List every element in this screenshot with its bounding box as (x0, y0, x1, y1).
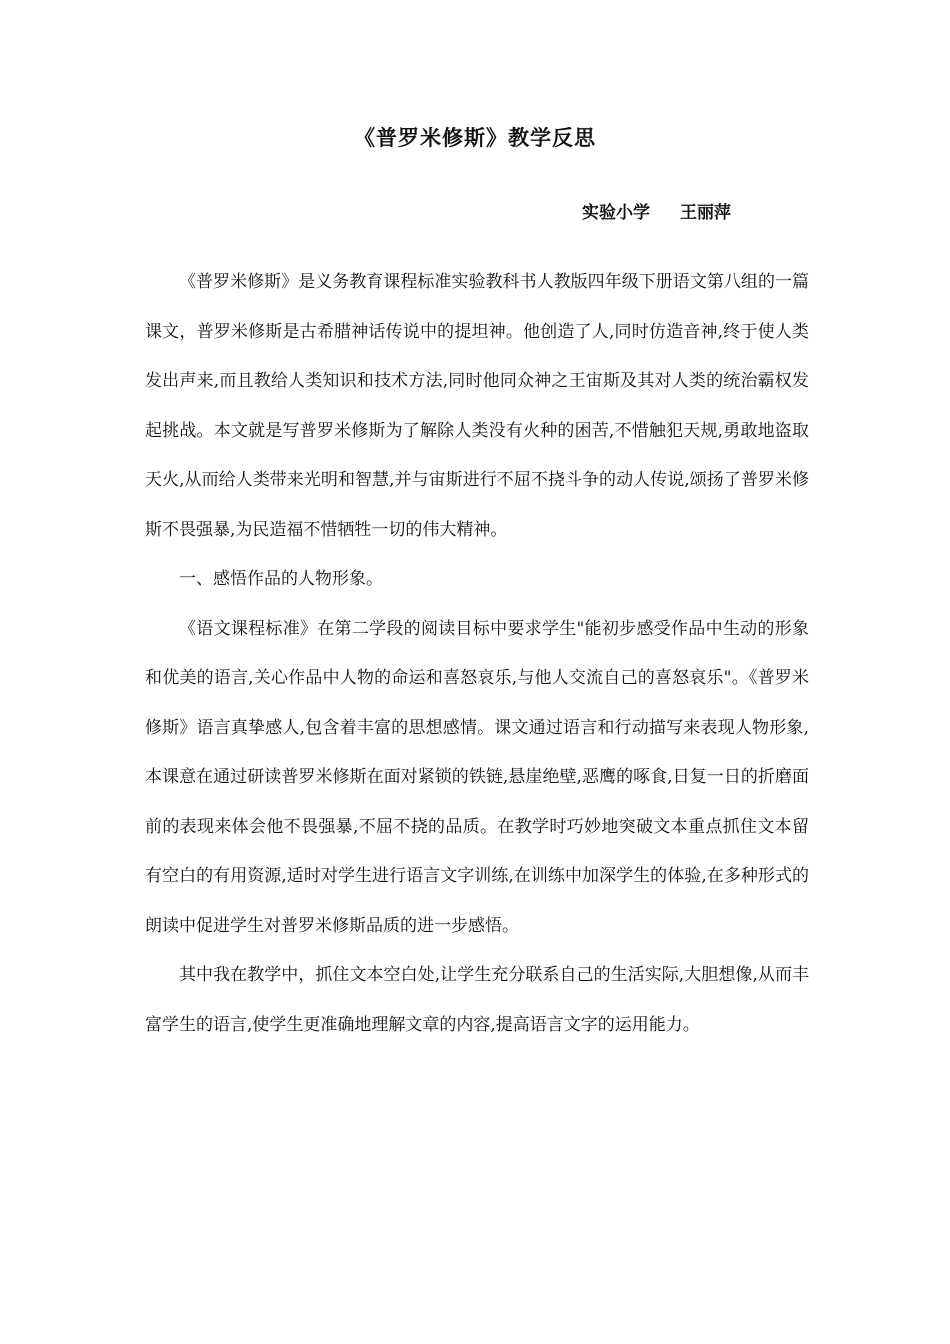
paragraph-intro: 《普罗米修斯》是义务教育课程标准实验教科书人教版四年级下册语文第八组的一篇课文，普罗米修斯是古希腊神话传说中的提坦神。他创造了人,同时仿造音神,终于使人类发出声来,而且教给人类知识和技术方法,同时他同众神之王宙斯及其对人类的统治霸权发起挑战。本文就是写普罗米修斯为了解除人类没有火种的困苦,不惜触犯天规,勇敢地盗取天火,从而给人类带来光明和智慧,并与宙斯进行不屈不挠斗争的动人传说,颂扬了普罗米修斯不畏强暴,为民造福不惜牺牲一切的伟大精神。 (145, 272, 809, 540)
document-body (145, 258, 809, 1050)
author-school: 实验小学 (582, 203, 650, 223)
section-heading: 一、感悟作品的人物形象。 (179, 569, 383, 589)
author-line (582, 198, 731, 223)
paragraph-standards: 《语文课程标准》在第二学段的阅读目标中要求学生"能初步感受作品中生动的形象和优美的语言,关心作品中人物的命运和喜怒哀乐,与他人交流自己的喜怒哀乐"。《普罗米修斯》语言真挚感人,包含着丰富的思想感情。课文通过语言和行动描写来表现人物形象,本课意在通过研读普罗米修斯在面对紧锁的铁链,悬崖绝壁,恶鹰的啄食,日复一日的折磨面前的表现来体会他不畏强暴,不屈不挠的品质。在教学时巧妙地突破文本重点抓住文本留有空白的有用资源,适时对学生进行语言文字训练,在训练中加深学生的体验,在多种形式的朗读中促进学生对普罗米修斯品质的进一步感悟。 (145, 618, 809, 936)
author-name: 王丽萍 (680, 203, 731, 223)
document-title: 《普罗米修斯》教学反思 (354, 126, 596, 150)
paragraph-practice: 其中我在教学中，抓住文本空白处,让学生充分联系自己的生活实际,大胆想像,从而丰富学生的语言,使学生更准确地理解文章的内容,提高语言文字的运用能力。 (145, 965, 809, 1035)
